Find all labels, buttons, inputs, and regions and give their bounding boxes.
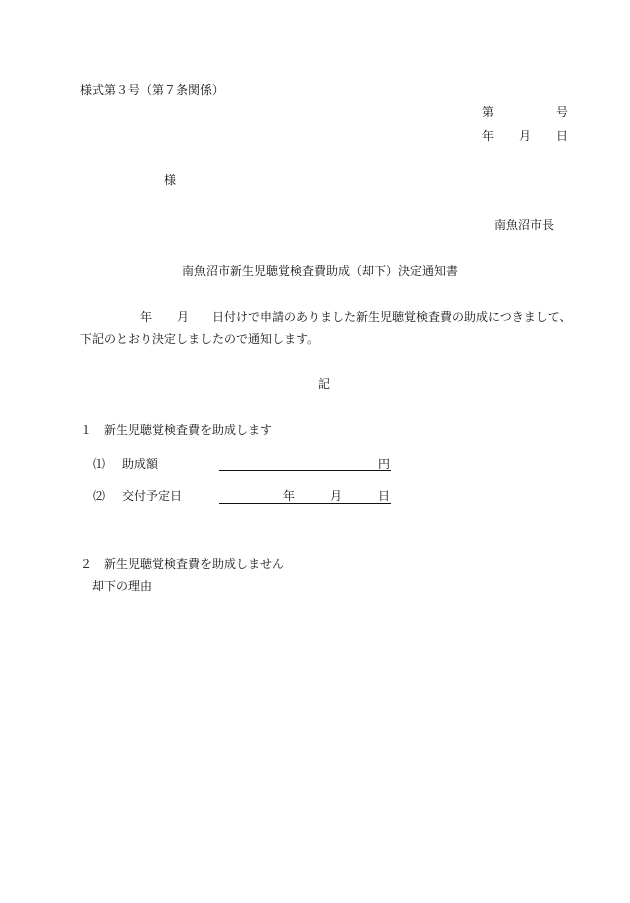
form-label: 様式第３号（第７条関係） [80,83,225,97]
body-line1: 日付けで申請のありました新生児聴覚検査費の助成につきまして、 [212,310,572,324]
doc-date-year: 年 [482,129,495,143]
section1-item2-month: 月 [330,489,343,503]
doc-number-dai: 第 [482,105,495,119]
doc-date-day: 日 [556,129,569,143]
issuer-name: 南魚沼市長 [494,218,555,232]
section1-item2-year: 年 [283,489,296,503]
section1-item2-number: ⑵ [93,489,106,503]
amount-underline [219,470,391,471]
section1-item1-label: 助成額 [122,457,159,471]
document-title: 南魚沼市新生児聴覚検査費助成（却下）決定通知書 [182,264,459,278]
addressee-sama: 様 [164,173,177,187]
body-year: 年 [140,310,153,324]
section2-heading: ２ 新生児聴覚検査費を助成しません [80,557,285,571]
date-underline [219,503,391,504]
body-month: 月 [177,310,190,324]
section1-item1-number: ⑴ [93,457,106,471]
ki-heading: 記 [318,377,331,391]
doc-date-month: 月 [519,129,532,143]
section1-item2-label: 交付予定日 [122,489,183,503]
body-line2: 下記のとおり決定しましたので通知します。 [80,332,320,346]
section1-item1-unit: 円 [378,457,391,471]
section2-reason-label: 却下の理由 [92,579,153,593]
section1-item2-day: 日 [378,489,391,503]
section1-heading: １ 新生児聴覚検査費を助成します [80,423,273,437]
doc-number-go: 号 [556,105,569,119]
